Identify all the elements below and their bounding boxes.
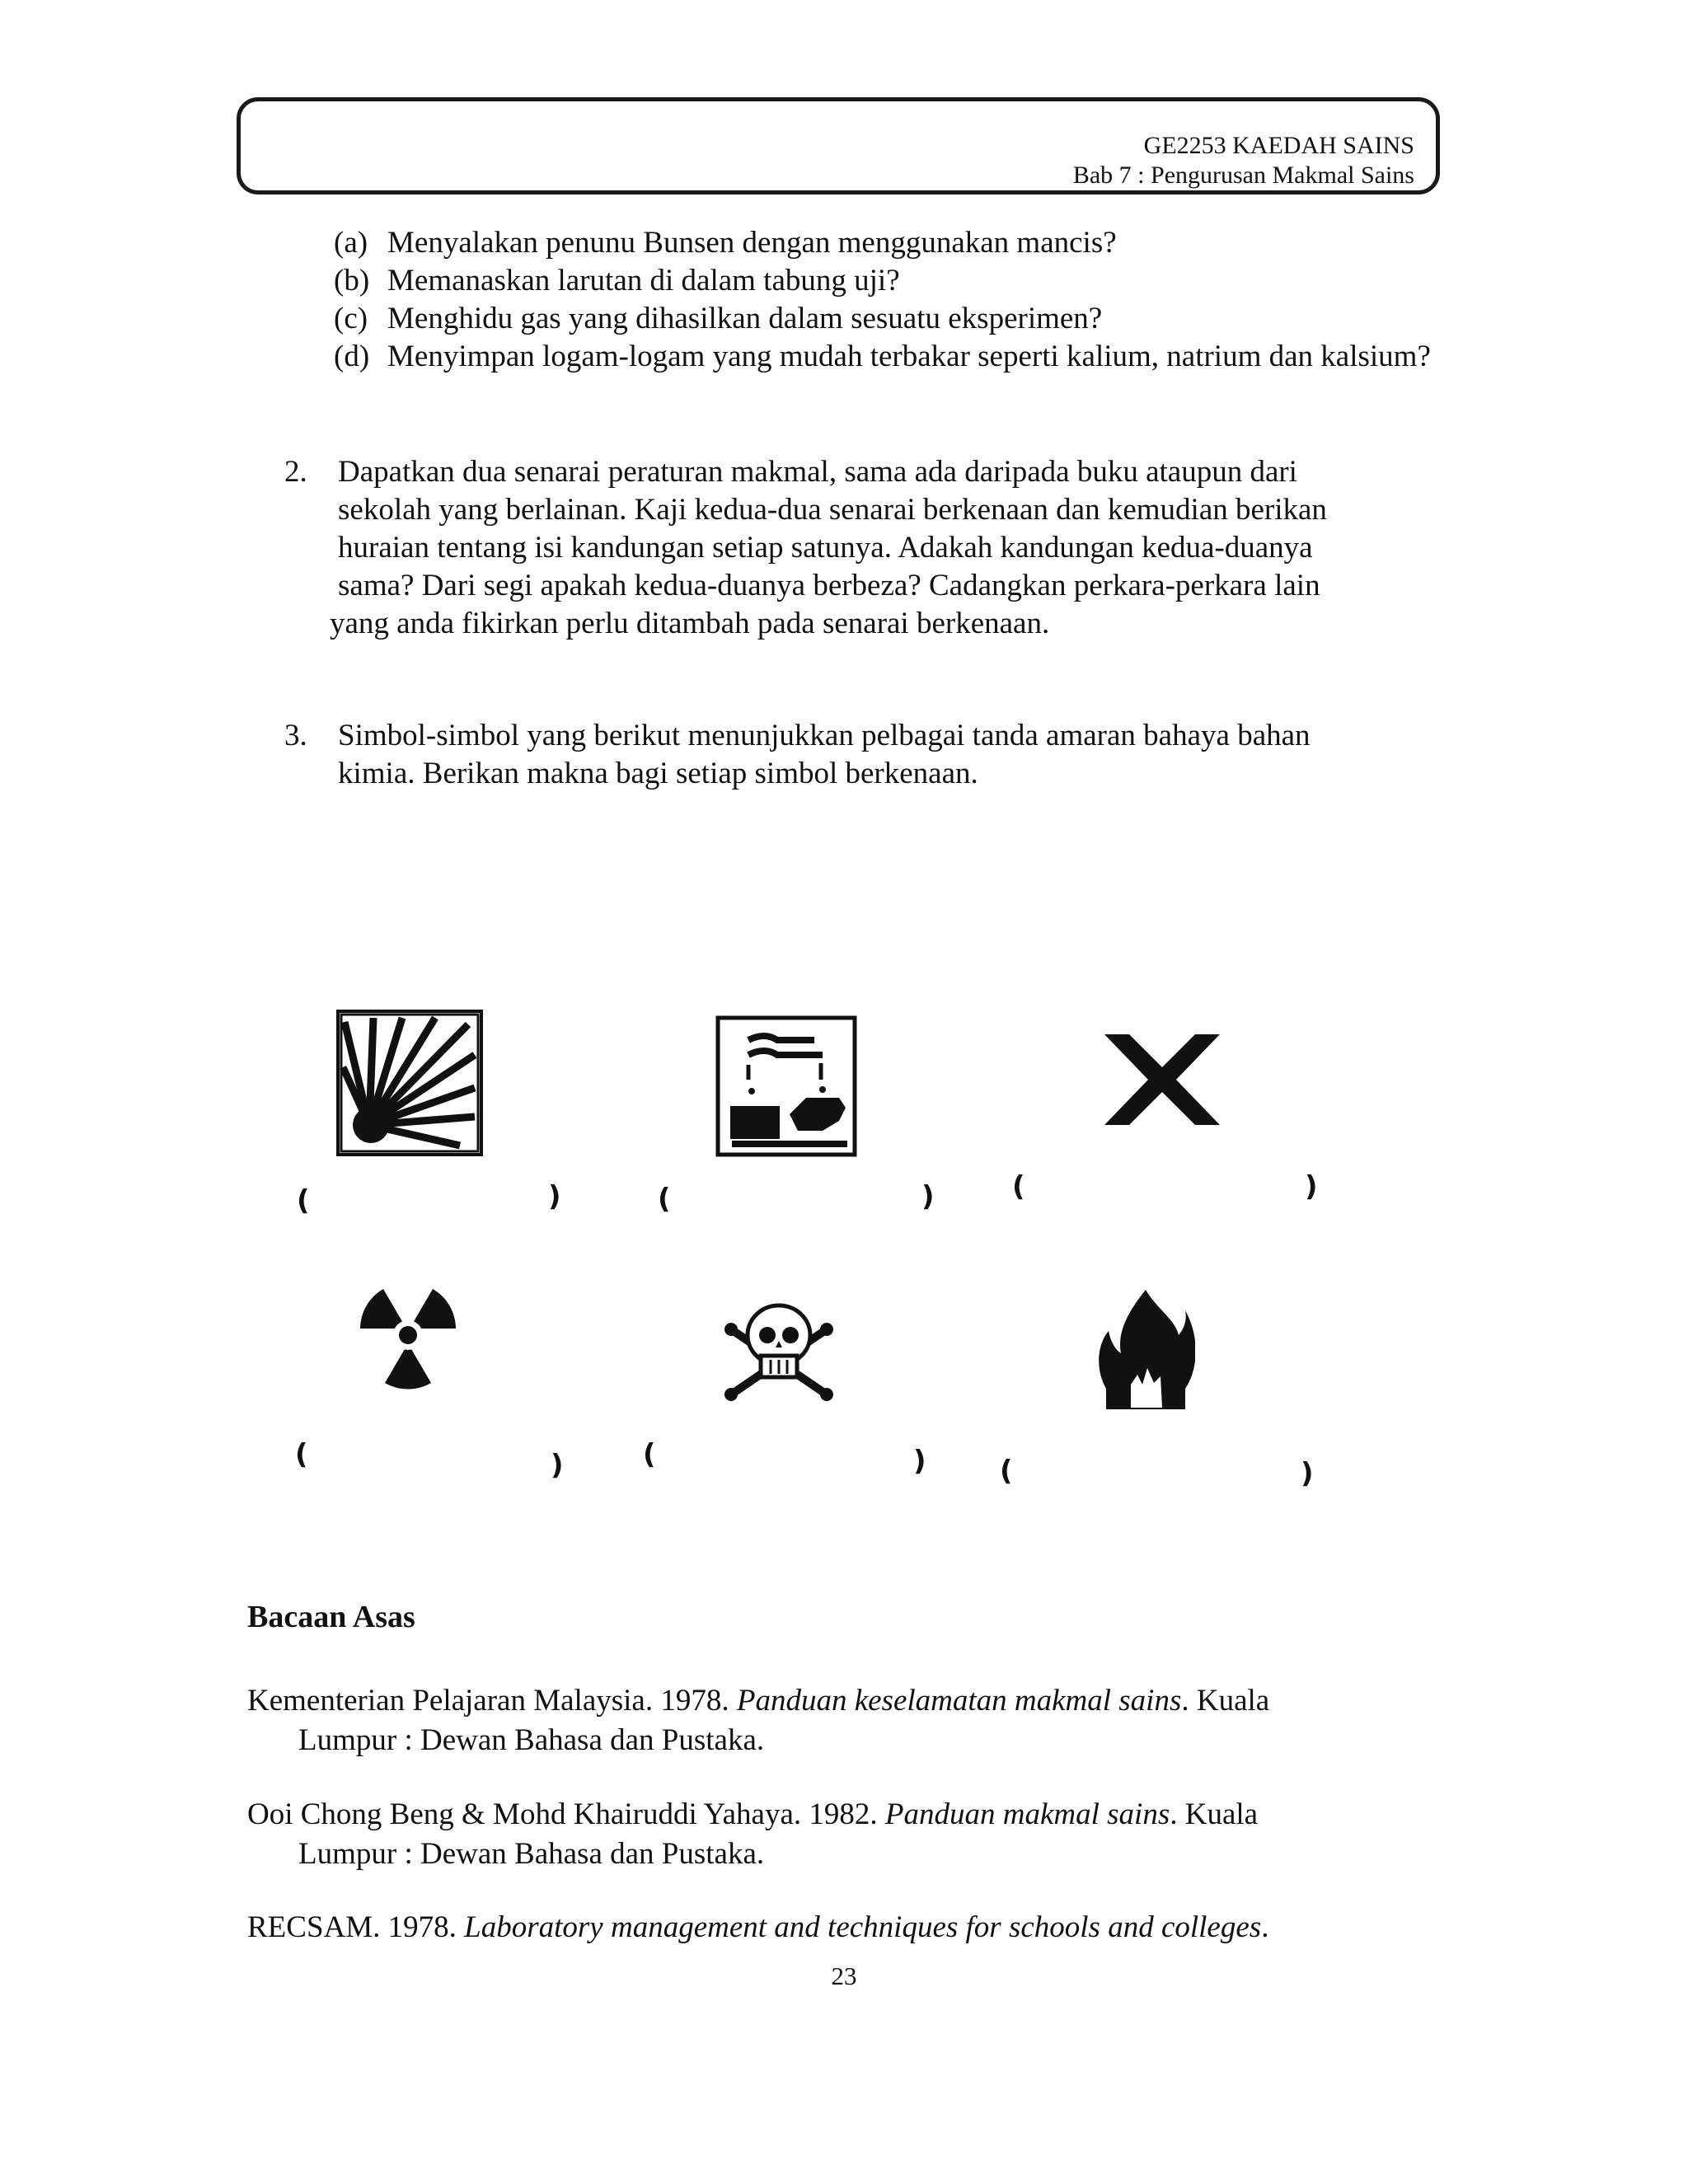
question-3 [284, 717, 1438, 793]
answer-close-paren: ) [921, 1180, 935, 1213]
reference-publisher: Lumpur : Dewan Bahasa dan Pustaka. [298, 1837, 765, 1871]
answer-open-paren: ( [297, 1184, 310, 1217]
sub-question [334, 224, 1434, 262]
reference-title: Laboratory management and techniques for schools and colleges [464, 1910, 1262, 1944]
reference-entry [247, 1908, 1442, 1947]
question-line: sekolah yang berlainan. Kaji kedua-dua senarai berkenaan dan kemudian berikan [338, 493, 1327, 527]
sub-question-marker: (d) [334, 340, 370, 373]
answer-close-paren: ) [548, 1180, 561, 1213]
answer-close-paren: ) [1301, 1457, 1314, 1490]
reference-entry [247, 1795, 1442, 1874]
question-text [338, 717, 1438, 793]
sub-question-list [334, 224, 1434, 376]
answer-open-paren: ( [643, 1438, 656, 1471]
question-line: sama? Dari segi apakah kedua-duanya berbeza? Cadangkan perkara-perkara lain [338, 569, 1320, 602]
corrosive-icon [715, 1015, 857, 1157]
question-line: huraian tentang isi kandungan setiap satunya. Adakah kandungan kedua-duanya [338, 531, 1313, 565]
question-number: 3. [284, 719, 307, 752]
question-2 [284, 453, 1438, 643]
question-number: 2. [284, 455, 307, 489]
sub-question-text: Menyimpan logam-logam yang mudah terbakar seperti kalium, natrium dan kalsium? [387, 340, 1431, 373]
sub-question-marker: (a) [334, 226, 368, 260]
reference-title: Panduan keselamatan makmal sains [736, 1684, 1182, 1718]
header-box [237, 97, 1440, 194]
reference-publisher: Lumpur : Dewan Bahasa dan Pustaka. [298, 1723, 765, 1757]
question-text [330, 453, 1438, 643]
reference-author: RECSAM. 1978. [247, 1910, 465, 1944]
reference-suffix: . [1261, 1910, 1269, 1944]
reference-title: Panduan makmal sains [884, 1797, 1170, 1831]
header-text [1073, 131, 1414, 190]
question-line: kimia. Berikan makna bagi setiap simbol berkenaan. [338, 757, 978, 790]
page-number: 23 [831, 1961, 857, 1990]
sub-question [334, 262, 1434, 300]
section-title: Bacaan Asas [247, 1600, 415, 1634]
answer-close-paren: ) [551, 1449, 564, 1482]
reference-suffix: . Kuala [1170, 1797, 1259, 1831]
radioactive-icon [342, 1273, 474, 1397]
flammable-flame-icon [1096, 1286, 1195, 1418]
answer-open-paren: ( [295, 1438, 308, 1471]
sub-question-marker: (c) [334, 302, 368, 335]
reference-line [247, 1795, 1442, 1835]
course-code: GE2253 KAEDAH SAINS [1143, 132, 1414, 159]
sub-question-text: Menyalakan penunu Bunsen dengan menggunakan mancis? [387, 226, 1117, 260]
reference-author: Kementerian Pelajaran Malaysia. 1978. [247, 1684, 737, 1718]
reference-author: Ooi Chong Beng & Mohd Khairuddi Yahaya. 1982. [247, 1797, 885, 1831]
reference-line [247, 1681, 1442, 1721]
sub-question [334, 338, 1434, 376]
sub-question-text: Menghidu gas yang dihasilkan dalam sesuatu eksperimen? [387, 302, 1103, 335]
reference-line [247, 1908, 1442, 1947]
question-line: Dapatkan dua senarai peraturan makmal, sama ada daripada buku ataupun dari [338, 455, 1297, 489]
reference-suffix: . Kuala [1181, 1684, 1270, 1718]
answer-close-paren: ) [913, 1445, 926, 1478]
question-line: Simbol-simbol yang berikut menunjukkan pelbagai tanda amaran bahaya bahan [338, 719, 1311, 752]
harmful-cross-icon [1100, 1030, 1224, 1129]
sub-question [334, 300, 1434, 338]
answer-open-paren: ( [1000, 1455, 1013, 1488]
sub-question-text: Memanaskan larutan di dalam tabung uji? [387, 264, 900, 298]
reference-entry [247, 1681, 1442, 1760]
explosive-icon [336, 1010, 483, 1156]
question-line: yang anda fikirkan perlu ditambah pada senarai berkenaan. [330, 607, 1050, 640]
answer-open-paren: ( [658, 1183, 671, 1216]
chapter-title: Bab 7 : Pengurusan Makmal Sains [1072, 162, 1414, 189]
answer-open-paren: ( [1012, 1170, 1025, 1203]
toxic-skull-icon [721, 1298, 837, 1405]
sub-question-marker: (b) [334, 264, 370, 298]
answer-close-paren: ) [1305, 1170, 1318, 1203]
